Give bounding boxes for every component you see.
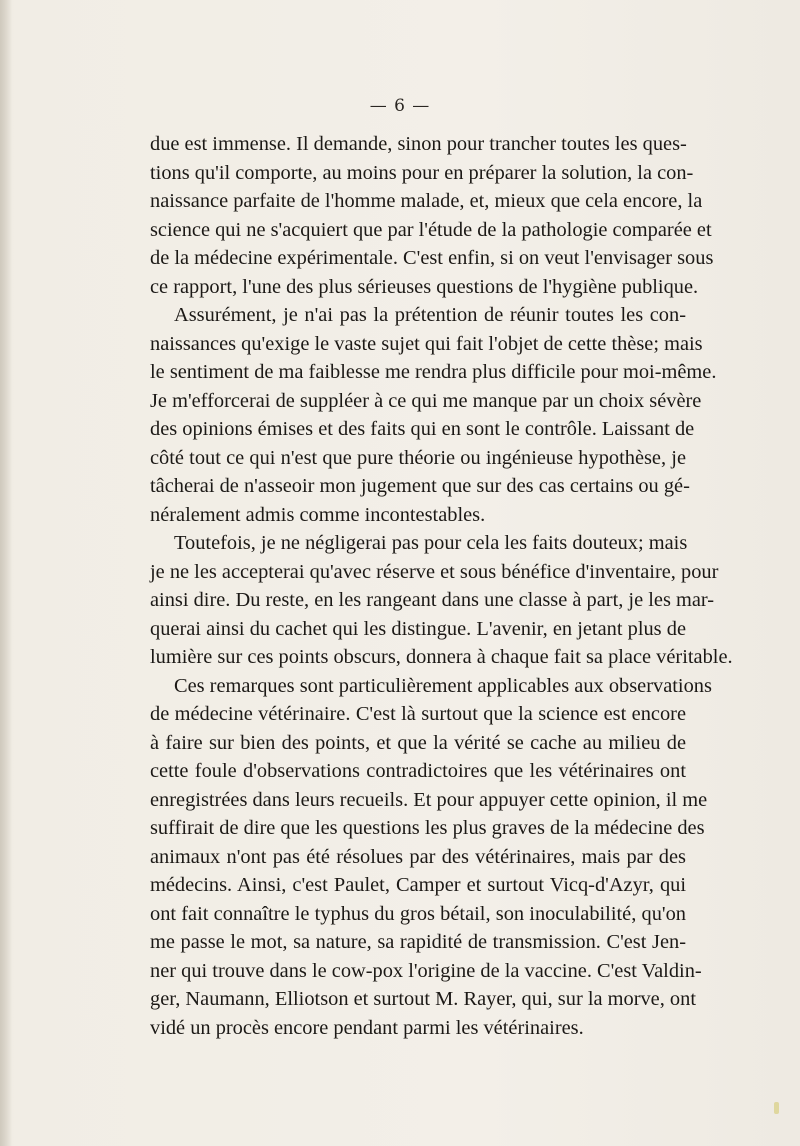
text-line: néralement admis comme incontestables. — [150, 503, 486, 526]
text-line: me passe le mot, sa nature, sa rapidité de transmission. C'est Jen- — [150, 931, 686, 953]
text-line: ont fait connaître le typhus du gros bétail, son inoculabilité, qu'on — [150, 902, 686, 925]
text-line: suffirait de dire que les questions les plus graves de la médecine des — [150, 817, 705, 839]
text-line: côté tout ce qui n'est que pure théorie ou ingénieuse hypothèse, je — [150, 446, 686, 469]
text-line: naissances qu'exige le vaste sujet qui fait l'objet de cette thèse; mais — [150, 332, 703, 355]
text-line: Assurément, je n'ai pas la prétention de réunir toutes les con- — [174, 304, 686, 326]
text-line: cette foule d'observations contradictoires que les vétérinaires ont — [150, 760, 686, 782]
text-line: à faire sur bien des points, et que la vérité se cache au milieu de — [150, 731, 686, 754]
text-line: ger, Naumann, Elliotson et surtout M. Rayer, qui, sur la morve, ont — [150, 988, 696, 1010]
page-number: — 6 — — [369, 96, 431, 116]
text-line: naissance parfaite de l'homme malade, et, mieux que cela encore, la — [150, 190, 703, 212]
text-line: ner qui trouve dans le cow-pox l'origine de la vaccine. C'est Valdin- — [150, 959, 702, 982]
paragraph-1 — [150, 130, 714, 301]
paper-stain — [774, 1102, 779, 1114]
text-line: je ne les accepterai qu'avec réserve et sous bénéfice d'inventaire, pour — [150, 560, 719, 583]
text-line: due est immense. Il demande, sinon pour trancher toutes les ques- — [150, 133, 687, 155]
paragraph-3 — [150, 529, 733, 672]
text-line: médecins. Ainsi, c'est Paulet, Camper et surtout Vicq-d'Azyr, qui — [150, 874, 686, 896]
text-line: Ces remarques sont particulièrement applicables aux observations — [174, 674, 712, 697]
text-line: Toutefois, je ne négligerai pas pour cela les faits douteux; mais — [174, 532, 688, 554]
text-line: vidé un procès encore pendant parmi les vétérinaires. — [150, 1016, 584, 1039]
text-line: science qui ne s'acquiert que par l'étude de la pathologie comparée et — [150, 218, 712, 241]
text-line: tions qu'il comporte, au moins pour en préparer la solution, la con- — [150, 161, 694, 184]
text-line: lumière sur ces points obscurs, donnera à chaque fait sa place véritable. — [150, 646, 733, 668]
paragraph-2 — [150, 301, 717, 529]
text-line: animaux n'ont pas été résolues par des vétérinaires, mais par des — [150, 845, 686, 868]
text-line: ainsi dire. Du reste, en les rangeant dans une classe à part, je les mar- — [150, 589, 715, 611]
text-line: le sentiment de ma faiblesse me rendra plus difficile pour moi-même. — [150, 361, 717, 383]
body-text — [150, 130, 733, 1042]
text-line: ce rapport, l'une des plus sérieuses questions de l'hygiène publique. — [150, 275, 699, 298]
text-line: de médecine vétérinaire. C'est là surtout que la science est encore — [150, 703, 686, 725]
text-line: tâcherai de n'asseoir mon jugement que sur des cas certains ou gé- — [150, 475, 690, 497]
binding-shadow — [0, 0, 12, 1146]
text-line: enregistrées dans leurs recueils. Et pour appuyer cette opinion, il me — [150, 788, 708, 811]
text-line: Je m'efforcerai de suppléer à ce qui me manque par un choix sévère — [150, 389, 702, 412]
text-line: des opinions émises et des faits qui en sont le contrôle. Laissant de — [150, 418, 695, 440]
text-line: querai ainsi du cachet qui les distingue. L'avenir, en jetant plus de — [150, 617, 686, 640]
paragraph-4 — [150, 672, 712, 1043]
text-line: de la médecine expérimentale. C'est enfin, si on veut l'envisager sous — [150, 247, 714, 269]
